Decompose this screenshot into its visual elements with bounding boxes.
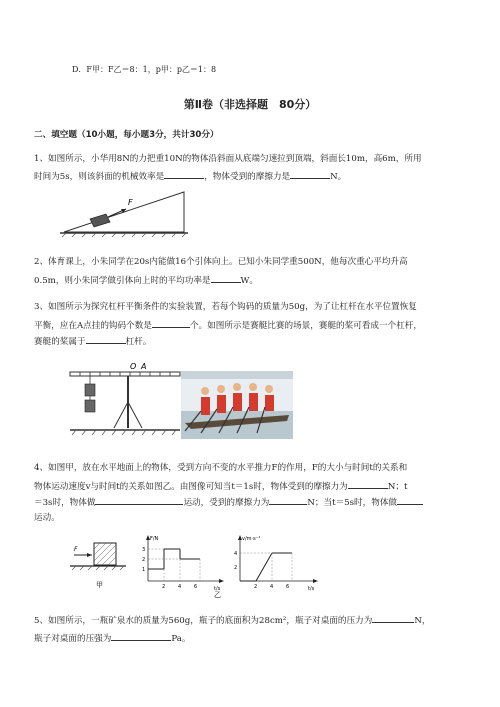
q4-text-b: N；t	[387, 482, 408, 492]
q2-text-a: 0.5m，则小朱同学做引体向上时的平均功率是	[34, 276, 211, 286]
part-title: 第Ⅱ卷（非选择题 80分）	[183, 98, 317, 111]
graph-v-ytick: 4	[234, 551, 238, 557]
force-label: F	[128, 198, 133, 207]
q5-text-d: Pa。	[171, 634, 191, 644]
graph-v-xlabel: t/s	[308, 586, 315, 592]
q2-text-b: W。	[240, 276, 258, 286]
lever-figure	[70, 362, 185, 442]
q2-line2	[34, 273, 258, 287]
q3-line2	[34, 318, 422, 332]
q4-text-e: N；当t＝5s时，物体做	[307, 498, 398, 508]
answer-blank[interactable]	[372, 613, 414, 623]
q5-line1	[34, 613, 430, 627]
fig-yi-label: 乙	[214, 591, 221, 599]
option-d: D．F甲：F乙＝8：1，p甲：p乙＝1：8	[72, 65, 217, 74]
q2-line1: 2、体育课上，小朱同学在20s内能做16个引体向上。已知小朱同学重500N，他每次重心平均升高	[34, 257, 408, 267]
answer-blank[interactable]	[95, 495, 183, 505]
q4-line4: 运动。	[34, 513, 60, 523]
q4-text-c: ＝3s时，物体做	[34, 498, 96, 508]
pivot-label: O	[130, 362, 137, 371]
q4-line2	[34, 479, 407, 493]
answer-blank[interactable]	[348, 479, 388, 489]
q1-text-c: N。	[330, 172, 347, 182]
graph-v-xtick: 2	[254, 584, 258, 590]
graph-v-xtick: 6	[286, 584, 290, 590]
point-a-label: A	[141, 362, 147, 371]
q3-text-c: 赛艇的桨属于	[34, 337, 86, 347]
q4-line1: 4、如图甲，放在水平地面上的物体，受到方向不变的水平推力F的作用，F的大小与时间t的关系和	[34, 463, 408, 473]
q3-text-b: 个。如图所示是赛艇比赛的场景，赛艇的桨可看成一个杠杆，	[189, 321, 422, 331]
section-heading: 二、填空题（10小题，每小题3分，共计30分）	[34, 130, 219, 140]
answer-blank[interactable]	[397, 495, 423, 505]
graph-f-xtick: 4	[178, 584, 182, 590]
q3-line3	[34, 334, 151, 348]
graph-f-ytick: 1	[142, 567, 146, 573]
q1-text-a: 时间为5s，则该斜面的机械效率是	[34, 172, 165, 182]
answer-blank[interactable]	[86, 334, 126, 344]
svg-text:F: F	[74, 546, 78, 553]
q5-line2	[34, 631, 190, 645]
graph-f-ytick: 2	[142, 557, 146, 563]
incline-figure	[60, 189, 200, 239]
q1-line2	[34, 169, 346, 183]
q1-text-b: ，物体受到的摩擦力是	[204, 172, 291, 182]
graph-v-ytick: 2	[234, 565, 238, 571]
graph-v-ylabel: v/m·s⁻¹	[242, 536, 261, 542]
answer-blank[interactable]	[211, 273, 241, 283]
fig-jia-label: 甲	[96, 581, 103, 589]
q3-text-d: 杠杆。	[125, 337, 152, 347]
push-figure	[70, 535, 130, 595]
q4-text-a: 物体运动速度v与时间t的关系如图乙。由图像可知当t＝1s时，物体受到的摩擦力为	[34, 482, 348, 492]
answer-blank[interactable]	[152, 318, 190, 328]
q5-text-b: N，	[414, 616, 431, 626]
graph-f-xlabel: t/s	[214, 586, 221, 592]
graph-f-xtick: 6	[194, 584, 198, 590]
graph-f-ytick: 3	[142, 547, 146, 553]
answer-blank[interactable]	[164, 169, 204, 179]
velocity-time-graph	[214, 533, 325, 599]
q4-text-d: 运动，受到的摩擦力为	[183, 498, 270, 508]
q4-line3	[34, 495, 423, 509]
graph-f-ylabel: F/N	[150, 536, 159, 542]
answer-blank[interactable]	[269, 495, 307, 505]
q1-line1: 1、如图所示，小华用8N的力把重10N的物体沿斜面从底端匀速拉到顶端，斜面长10m，高6m，所用	[34, 154, 422, 164]
q3-text-a: 平衡，应在A点挂的钩码个数是	[34, 321, 152, 331]
q5-text-a: 5、如图所示，一瓶矿泉水的质量为560g，瓶子的底面积为28cm²，瓶子对桌面的压力为	[34, 616, 373, 626]
q3-line1: 3、如图所示为探究杠杆平衡条件的实验装置，若每个钩码的质量为50g，为了让杠杆在水平位置恢复	[34, 302, 417, 312]
q5-text-c: 瓶子对桌面的压强为	[34, 634, 112, 644]
rowing-photo	[181, 371, 293, 439]
force-time-graph	[138, 533, 228, 598]
answer-blank[interactable]	[111, 631, 171, 641]
answer-blank[interactable]	[290, 169, 330, 179]
graph-v-xtick: 4	[270, 584, 274, 590]
graph-f-xtick: 2	[162, 584, 166, 590]
